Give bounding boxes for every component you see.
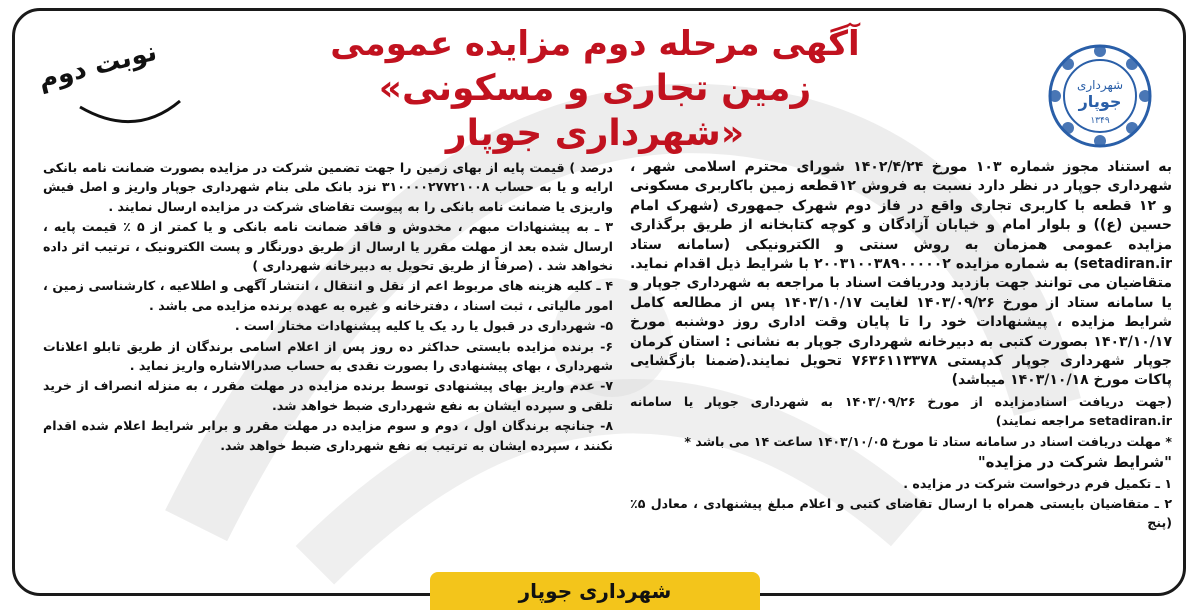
condition-item-2-cont: درصد ) قیمت پایه از بهای زمین را جهت تضمین شرکت در مزایده بصورت ضمانت نامه بانکی ارایه و یا به حساب ۳۱۰۰۰۰۲۷۷۲۱۰۰۸ نزد بانک ملی بنام شهرداری جوپار واریز و اصل فیش واریزی یا ضمانت نامه بانکی را به پیوست تقاضای شرکت در مزایده ارسال نمایند . <box>43 160 613 214</box>
condition-item-4: ۴ ـ کلیه هزینه های مربوط اعم از نقل و انتقال ، انتشار آگهی و اطلاعیه ، کارشناسی زمین ، امور مالیاتی ، ثبت اسناد ، دفترخانه و غیره به عهده برنده مزایده می باشد . <box>43 278 613 313</box>
condition-item-7: ۷- عدم واریز بهای پیشنهادی توسط برنده مزایده در مهلت مقرر ، به منزله انصراف از خرید تلقی و سپرده ایشان به نفع شهرداری ضبط خواهد شد. <box>43 378 613 413</box>
condition-item-8: ۸- چنانچه برندگان اول ، دوم و سوم مزایده در مهلت مقرر و برابر شرایط اعلام شده اقدام نکنند ، سپرده ایشان به ترتیب به نفع شهرداری ضبط خواهد شد. <box>43 418 613 453</box>
condition-item-6: ۶- برنده مزایده بایستی حداکثر ده روز پس از اعلام اسامی برندگان از طریق تابلو اعلانات شهرداری ، بهای پیشنهادی را بصورت نقدی به حساب صدرالاشاره واریز نماید . <box>43 338 613 374</box>
footer-publisher: شهرداری جوپار <box>430 572 760 610</box>
round-label: نوبت دوم <box>35 36 160 96</box>
logo-text-main: شهرداری <box>1076 78 1124 92</box>
round-underline-icon <box>75 99 185 139</box>
notice-subtitle: «زمین تجاری و مسکونی شهرداری جوپار» <box>378 67 812 154</box>
logo-text-name: جوپار <box>1078 92 1122 111</box>
logo-year: ۱۳۴۹ <box>1090 116 1110 126</box>
condition-item-5: ۵- شهرداری در قبول یا رد یک یا کلیه پیشنهادات مختار است . <box>234 318 613 334</box>
notice-frame <box>12 8 1186 596</box>
condition-item-2: ۲ ـ متقاضیان بایستی همراه با ارسال تقاضای کتبی و اعلام مبلغ پیشنهادی ، معادل ۵٪ (پنج <box>630 495 1172 531</box>
condition-item-3: ۳ ـ به پیشنهادات مبهم ، مخدوش و فاقد ضمانت نامه بانکی و یا کمتر از ۵ ٪ قیمت پایه ، ارسال شده بعد از مهلت مقرر یا ارسال از طریق دورنگار و پست الکترونیک ، ترتیب اثر داده نخواهد شد . (صرفاً از طریق تحویل به دبیرخانه شهرداری ) <box>43 219 613 274</box>
left-column <box>43 158 613 456</box>
deadline-note: * مهلت دریافت اسناد در سامانه ستاد تا مورخ ۱۴۰۳/۱۰/۰۵ ساعت ۱۴ می باشد * <box>684 433 1172 449</box>
condition-item-1: ۱ ـ تکمیل فرم درخواست شرکت در مزایده . <box>903 475 1172 491</box>
conditions-heading: "شرایط شرکت در مزایده" <box>977 453 1172 472</box>
notice-title: آگهی مرحله دوم مزایده عمومی <box>330 24 860 64</box>
right-column <box>630 158 1172 534</box>
notice-header <box>315 23 875 156</box>
intro-paragraph: به استناد مجوز شماره ۱۰۳ مورخ ۱۴۰۲/۴/۲۴ شورای محترم اسلامی شهر ، شهرداری جوپار در نظر دارد نسبت به فروش ۱۲قطعه زمین باکاربری مسکونی و ۱۲ قطعه با کاربری تجاری واقع در فاز دوم شهرک جمهوری (شهرک امام حسین (ع)) و بلوار امام و خیابان آزادگان و کوچه کتابخانه از طریق برگذاری مزایده عمومی همزمان به روش سنتی و الکترونیکی (سامانه ستاد setadiran.ir) به شماره مزایده ۲۰۰۳۱۰۰۳۸۹۰۰۰۰۰۲ با شرایط ذیل اقدام نماید. متقاضیان می توانند جهت بازدید ودریافت اسناد با مراجعه به شهرداری جوپار و یا سامانه ستاد از مورخ ۱۴۰۳/۰۹/۲۶ لغایت ۱۴۰۳/۱۰/۱۷ پس از مطالعه کامل شرایط مزایده ، پیشنهادات خود را تا پایان وقت اداری روز دوشنبه مورخ ۱۴۰۳/۱۰/۱۷ بصورت کتبی به دبیرخانه شهرداری جوپار به نشانی : استان کرمان جوپار شهرداری جوپار کدپستی ۷۶۳۶۱۱۳۳۷۸ تحویل نمایند.(ضمنا بازگشایی پاکات مورخ ۱۴۰۳/۱۰/۱۸ میباشد) <box>630 159 1173 389</box>
documents-note: (جهت دریافت اسنادمزایده از مورخ ۱۴۰۳/۰۹/۲۶ به شهرداری جوپار یا سامانه setadiran.ir مراجعه نمایند) <box>630 393 1172 429</box>
municipality-seal-icon <box>1045 41 1155 151</box>
